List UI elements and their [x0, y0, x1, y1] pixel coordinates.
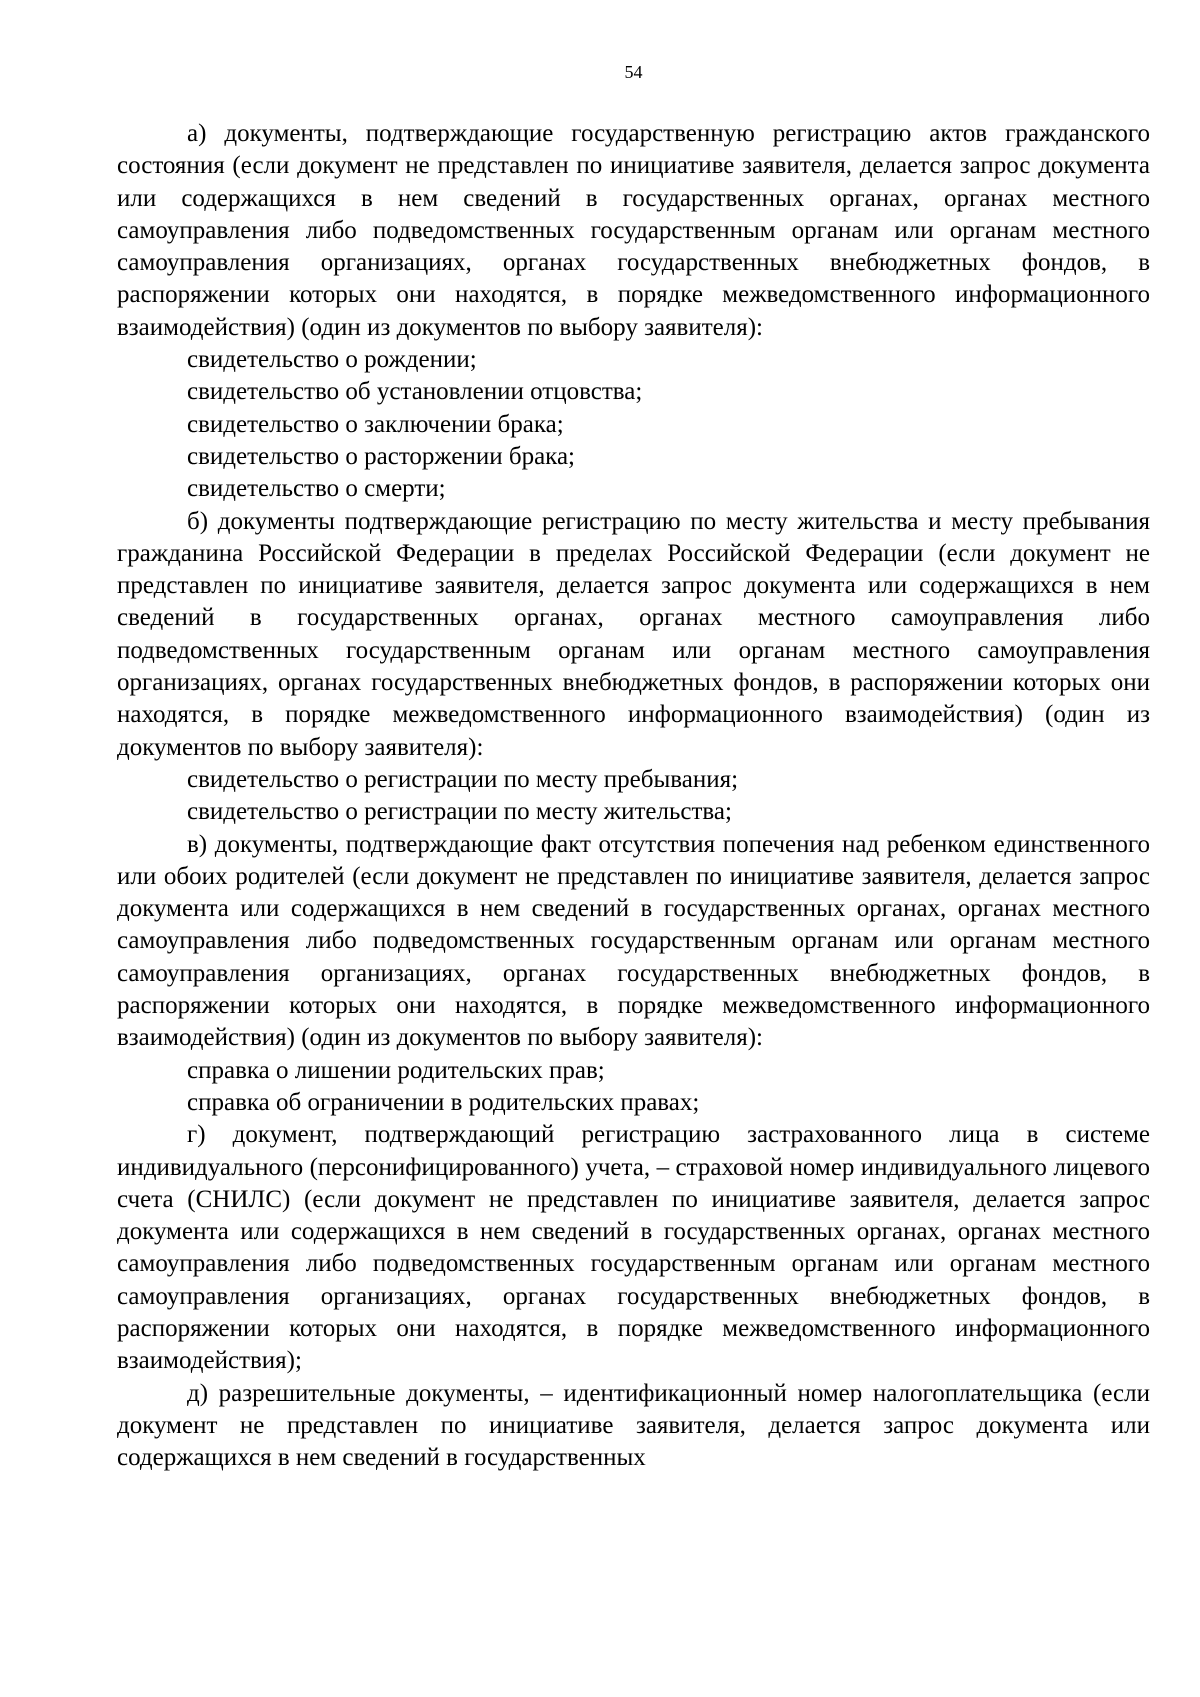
document-body — [117, 118, 1150, 1474]
list-item-paternity-certificate: свидетельство об установлении отцовства; — [187, 378, 643, 406]
page-number: 54 — [624, 62, 643, 82]
list-item-stay-registration: свидетельство о регистрации по месту пребывания; — [187, 765, 739, 793]
list-item-death-certificate: свидетельство о смерти; — [187, 475, 446, 503]
list-item-deprivation-of-rights: справка о лишении родительских прав; — [187, 1056, 605, 1084]
paragraph-d: д) разрешительные документы, – идентификационный номер налогоплательщика (если документ не представлен по инициативе заявителя, делается запрос документа или содержащихся в нем сведений в государственных — [117, 1379, 1150, 1472]
list-item-restriction-of-rights: справка об ограничении в родительских правах; — [187, 1088, 700, 1116]
document-page — [117, 62, 1150, 1474]
list-item-marriage-certificate: свидетельство о заключении брака; — [187, 410, 564, 438]
paragraph-v: в) документы, подтверждающие факт отсутствия попечения над ребенком единственного или обоих родителей (если документ не представлен по инициативе заявителя, делается запрос документа или содержащихся в нем сведений в государственных органах, органах местного самоуправления либо подведомственных государственным органам или органам местного самоуправления организациях, органах государственных внебюджетных фондов, в распоряжении которых они находятся, в порядке межведомственного информационного взаимодействия) (один из документов по выбору заявителя): — [117, 830, 1150, 1052]
list-item-birth-certificate: свидетельство о рождении; — [187, 346, 477, 374]
list-item-residence-registration: свидетельство о регистрации по месту жительства; — [187, 798, 732, 826]
paragraph-a: а) документы, подтверждающие государственную регистрацию актов гражданского состояния (если документ не представлен по инициативе заявителя, делается запрос документа или содержащихся в нем сведений в государственных органах, органах местного самоуправления либо подведомственных государственным органам или органам местного самоуправления организациях, органах государственных внебюджетных фондов, в распоряжении которых они находятся, в порядке межведомственного информационного взаимодействия) (один из документов по выбору заявителя): — [117, 120, 1150, 341]
paragraph-b: б) документы подтверждающие регистрацию по месту жительства и месту пребывания гражданина Российской Федерации в пределах Российской Федерации (если документ не представлен по инициативе заявителя, делается запрос документа или содержащихся в нем сведений в государственных органах, органах местного самоуправления либо подведомственных государственным органам или органам местного самоуправления организациях, органах государственных внебюджетных фондов, в распоряжении которых они находятся, в порядке межведомственного информационного взаимодействия) (один из документов по выбору заявителя): — [117, 507, 1150, 761]
list-item-divorce-certificate: свидетельство о расторжении брака; — [187, 442, 575, 470]
paragraph-g: г) документ, подтверждающий регистрацию застрахованного лица в системе индивидуального (персонифицированного) учета, – страховой номер индивидуального лицевого счета (СНИЛС) (если документ не представлен по инициативе заявителя, делается запрос документа или содержащихся в нем сведений в государственных органах, органах местного самоуправления либо подведомственных государственным органам или органам местного самоуправления организациях, органах государственных внебюджетных фондов, в распоряжении которых они находятся, в порядке межведомственного информационного взаимодействия); — [117, 1121, 1150, 1375]
